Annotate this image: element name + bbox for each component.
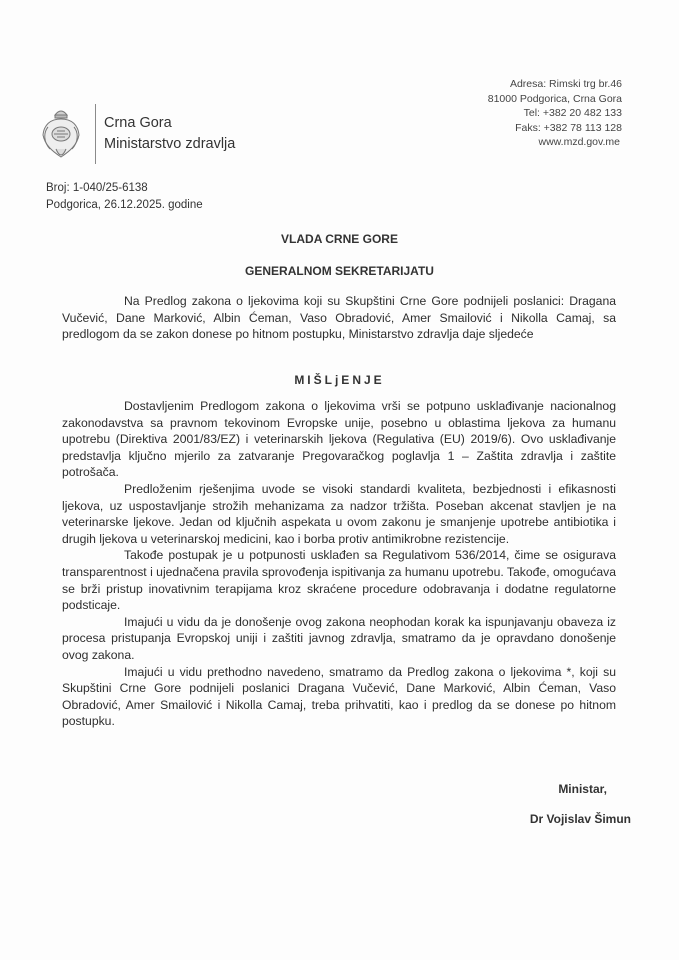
contact-web: www.mzd.gov.me	[538, 136, 620, 148]
recipient-line-1: VLADA CRNE GORE	[281, 232, 398, 246]
ministry-name: Ministarstvo zdravlja	[104, 136, 236, 152]
reference-block	[46, 180, 203, 214]
contact-fax: Faks: +382 78 113 128	[515, 121, 622, 134]
paragraph-1: Dostavljenim Predlogom zakona o ljekovima vrši se potpuno usklađivanje nacionalnog zakonodavstva sa pravnom tekovinom Evropske unije, posebno u oblastima ljekova za humanu upotrebu (Direktiva 2001/83/EZ) i veterinarskih ljekova (Regulativa (EU) 2019/6). Ovo usklađivanje predstavlja ključno mjerilo za zatvaranje Pregovaračkog poglavlja 1 – Zaštita zdravlja i zaštite potrošača.	[62, 399, 616, 480]
letterhead	[40, 104, 235, 164]
contact-city: 81000 Podgorica, Crna Gora	[487, 92, 622, 105]
intro-paragraph	[62, 293, 616, 343]
paragraph-2: Predloženim rješenjima uvode se visoki standardi kvaliteta, bezbjednosti i efikasnosti ljekova, uz uspostavljanje strožih mehanizama za nadzor tržišta. Poseban akcenat stavljen je na veterinarske ljekove. Jedan od ključnih aspekata u ovom zakonu je smanjenje upotrebe antibiotika i drugih ljekova u veterinarskoj medicini, kao i borba protiv antimikrobne rezistencije.	[62, 481, 616, 546]
paragraph-5: Imajući u vidu prethodno navedeno, smatramo da Predlog zakona o ljekovima *, koji su Skupštini Crne Gore podnijeli poslanici Dragana Vučević, Dane Marković, Albin Ćeman, Vaso Obradović, Amer Smailović i Nikolla Camaj, treba prihvatiti, kao i predlog da se donese po hitnom postupku.	[62, 664, 616, 729]
reference-place-date: Podgorica, 26.12.2025. godine	[46, 199, 203, 211]
organization-name	[104, 113, 235, 155]
contact-tel: Tel: +382 20 482 133	[523, 107, 622, 119]
intro-text: Na Predlog zakona o ljekovima koji su Skupštini Crne Gore podnijeli poslanici: Dragana Vučević, Dane Marković, Albin Ćeman, Vaso Obradović, Amer Smailović i Nikolla Camaj, sa predlogom da se zakon donese po hitnom postupku, Ministarstvo zdravlja daje sljedeće	[62, 294, 616, 342]
recipient-line-2: GENERALNOM SEKRETARIJATU	[245, 264, 434, 278]
signature-title: Ministar,	[558, 782, 607, 796]
montenegro-coat-of-arms-icon	[40, 105, 82, 163]
reference-number: Broj: 1-040/25-6138	[46, 182, 148, 194]
country-name: Crna Gora	[104, 115, 172, 131]
opinion-body	[62, 398, 616, 730]
paragraph-4: Imajući u vidu da je donošenje ovog zakona neophodan korak ka ispunjavanju obaveza iz procesa pristupanja Evropskoj uniji i zaštiti javnog zdravlja, smatramo da je opravdano donošenje ovog zakona.	[62, 614, 616, 662]
signature-name: Dr Vojislav Šimun	[529, 812, 631, 826]
contact-address: Adresa: Rimski trg br.46	[509, 78, 622, 90]
contact-block	[488, 77, 622, 150]
paragraph-3: Takođe postupak je u potpunosti usklađen sa Regulativom 536/2014, čime se osigurava transparentnost i ujednačena pravila sprovođenja ispitivanja za humanu upotrebu. Takođe, omogućava se brži pristup inovativnim terapijama kroz skraćene procedure odobravanja i dodatne regulatorne podsticaje.	[62, 548, 616, 613]
letterhead-divider	[95, 104, 96, 164]
document-title: MIŠLjENJE	[294, 373, 385, 387]
